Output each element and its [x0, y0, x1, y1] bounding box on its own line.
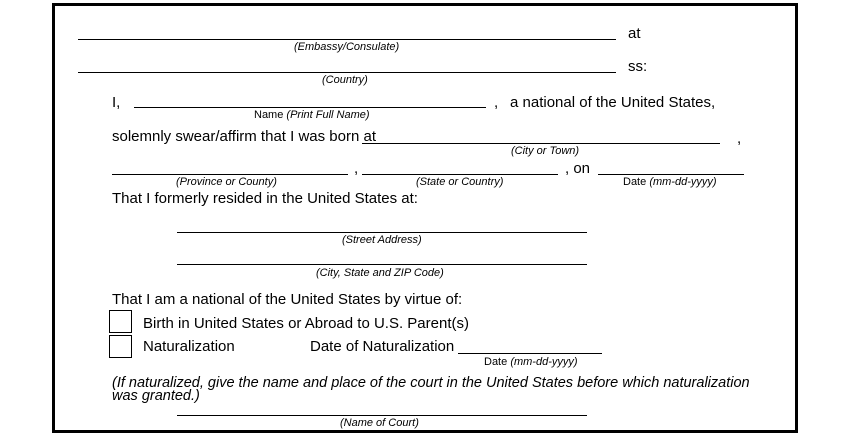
name-comma: ,	[494, 94, 499, 111]
street-address-line	[177, 232, 587, 233]
country-line	[78, 72, 616, 73]
city-town-line	[362, 143, 720, 144]
country-field[interactable]	[78, 54, 616, 72]
national-text: a national of the United States,	[510, 94, 716, 111]
naturalization-checkbox[interactable]	[109, 335, 132, 358]
born-text: solemnly swear/affirm that I was born at	[112, 128, 376, 145]
full-name-line	[134, 107, 486, 108]
province-comma: ,	[354, 160, 359, 177]
birth-date-caption: Date (mm-dd-yyyy)	[623, 176, 717, 188]
date-of-naturalization-label: Date of Naturalization	[310, 338, 455, 355]
ss-label: ss:	[628, 58, 648, 75]
city-comma: ,	[737, 130, 742, 147]
court-name-line	[177, 415, 587, 416]
city-state-zip-field[interactable]	[177, 246, 587, 264]
virtue-text: That I am a national of the United States by virtue of:	[112, 291, 463, 308]
naturalization-date-line	[458, 353, 602, 354]
state-country-caption: (State or Country)	[416, 176, 504, 188]
city-town-field[interactable]	[362, 125, 720, 143]
on-label: , on	[565, 160, 591, 177]
country-caption: (Country)	[322, 74, 368, 86]
resided-text: That I formerly resided in the United States at:	[112, 190, 418, 207]
court-name-caption: (Name of Court)	[340, 417, 419, 429]
embassy-consulate-field[interactable]	[78, 21, 616, 39]
birth-option-label: Birth in United States or Abroad to U.S. Parent(s)	[143, 315, 469, 332]
embassy-consulate-line	[78, 39, 616, 40]
state-country-line	[362, 174, 558, 175]
province-county-caption: (Province or County)	[176, 176, 277, 188]
city-town-caption: (City or Town)	[511, 145, 580, 157]
province-county-line	[112, 174, 348, 175]
city-state-zip-line	[177, 264, 587, 265]
province-county-field[interactable]	[112, 156, 348, 174]
street-address-caption: (Street Address)	[342, 234, 422, 246]
court-instruction-text: (If naturalized, give the name and place of the court in the United States before which naturalization was granted.)	[112, 375, 750, 404]
embassy-consulate-caption: (Embassy/Consulate)	[294, 41, 400, 53]
full-name-field[interactable]	[134, 89, 486, 107]
naturalization-option-label: Naturalization	[143, 338, 235, 355]
birth-date-field[interactable]	[598, 156, 744, 174]
name-caption: Name (Print Full Name)	[254, 109, 370, 121]
naturalization-date-field[interactable]	[458, 335, 602, 353]
court-name-field[interactable]	[177, 397, 587, 415]
birth-checkbox[interactable]	[109, 310, 132, 333]
state-country-field[interactable]	[362, 156, 558, 174]
street-address-field[interactable]	[177, 214, 587, 232]
i-label: I,	[112, 94, 121, 111]
naturalization-date-caption: Date (mm-dd-yyyy)	[484, 356, 578, 368]
birth-date-line	[598, 174, 744, 175]
at-label: at	[628, 25, 641, 42]
city-state-zip-caption: (City, State and ZIP Code)	[316, 267, 444, 279]
